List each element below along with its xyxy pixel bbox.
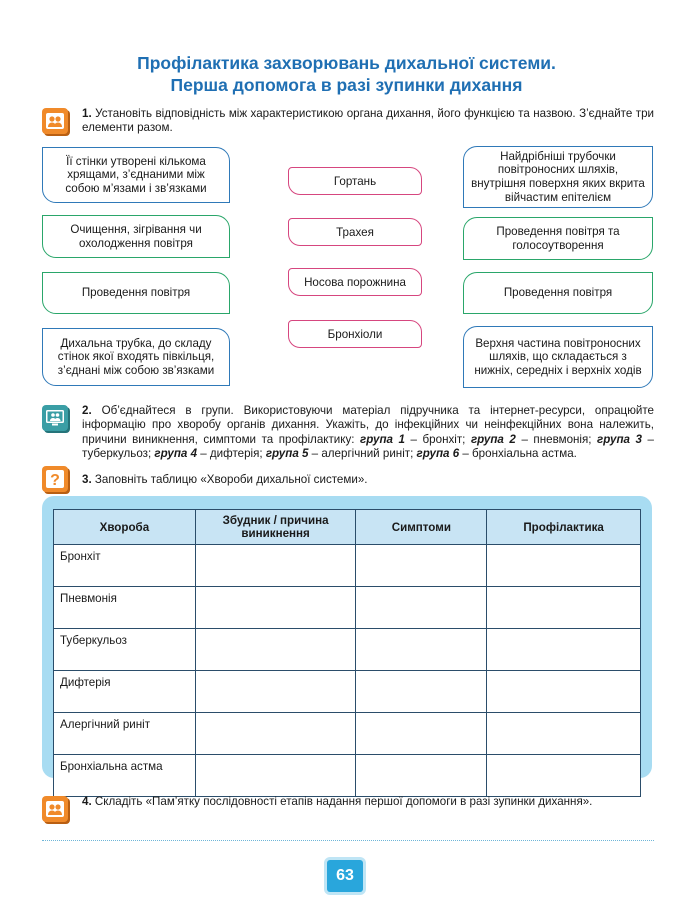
answer-cell[interactable] — [487, 629, 641, 671]
answer-cell[interactable] — [356, 545, 487, 587]
function-box-2[interactable] — [42, 272, 230, 314]
svg-text:?: ? — [50, 472, 60, 489]
task-1-text — [82, 107, 654, 136]
task-2-instruction: Об’єднайтеся в групи. Використовуючи матеріал підручника та інтернет-ресурси, опрацюйте інформацію про хворобу органів дихання. Укажіть, до інфекційних чи неінфекційних вона належить, причини виникнення, симптоми та профілактику: — [82, 404, 654, 446]
disease-name: Алергічний риніт — [54, 713, 196, 755]
group-work-icon — [42, 796, 68, 822]
table-header-disease: Хвороба — [54, 510, 196, 545]
group-1-topic: – бронхіт; — [404, 432, 471, 446]
characteristic-box-4[interactable] — [463, 326, 653, 388]
answer-cell[interactable] — [487, 755, 641, 797]
characteristic-box-2-label: Дихальна трубка, до складу стінок якої входять півкільця, з’єднані між собою зв’язками — [57, 336, 215, 377]
group-2-topic: – пневмонія; — [515, 432, 598, 446]
group-5-topic: – алергічний риніт; — [308, 447, 417, 461]
table-header-cause: Збудник / причина виникнення — [195, 510, 356, 545]
group-3-label: група 3 — [597, 432, 642, 446]
answer-cell[interactable] — [356, 629, 487, 671]
table-header-prevention: Профілактика — [487, 510, 641, 545]
answer-cell[interactable] — [356, 587, 487, 629]
group-work-icon — [42, 108, 68, 134]
answer-cell[interactable] — [487, 713, 641, 755]
organ-box-2-label: Трахея — [336, 225, 374, 239]
answer-cell[interactable] — [195, 629, 356, 671]
group-2-label: група 2 — [470, 432, 516, 446]
function-box-4-label: Проведення повітря — [503, 286, 613, 300]
table-header-row — [54, 510, 641, 545]
diseases-table — [53, 509, 641, 797]
table-row — [54, 629, 641, 671]
answer-cell[interactable] — [195, 713, 356, 755]
characteristic-box-3[interactable] — [463, 146, 653, 208]
organ-box-3-label: Носова порожнина — [304, 275, 406, 289]
table-row — [54, 671, 641, 713]
answer-cell[interactable] — [195, 545, 356, 587]
page-title-line-2: Перша допомога в разі зупинки дихання — [170, 75, 523, 95]
group-4-label: група 4 — [154, 447, 198, 461]
answer-cell[interactable] — [487, 545, 641, 587]
table-row — [54, 587, 641, 629]
answer-cell[interactable] — [356, 755, 487, 797]
task-2-text — [82, 404, 654, 462]
organ-box-1[interactable] — [288, 167, 422, 195]
answer-cell[interactable] — [195, 671, 356, 713]
disease-name: Дифтерія — [54, 671, 196, 713]
disease-name: Пневмонія — [54, 587, 196, 629]
organ-box-4-label: Бронхіоли — [327, 327, 383, 341]
organ-box-3[interactable] — [288, 268, 422, 296]
answer-cell[interactable] — [487, 671, 641, 713]
answer-cell[interactable] — [356, 671, 487, 713]
function-box-3-label: Проведення повітря та голосоутворення — [496, 224, 620, 252]
group-6-label: група 6 — [416, 447, 460, 461]
function-box-2-label: Проведення повітря — [81, 286, 191, 300]
table-row — [54, 755, 641, 797]
function-box-1[interactable] — [42, 215, 230, 258]
page-title-line-1: Профілактика захворювань дихальної системи. — [137, 53, 556, 73]
group-4-topic: – дифтерія; — [197, 447, 266, 461]
divider — [42, 840, 654, 841]
task-2-number: 2. — [82, 404, 92, 417]
table-row — [54, 713, 641, 755]
task-3-instruction: Заповніть таблицю «Хвороби дихальної системи». — [94, 473, 368, 486]
page-title — [0, 52, 693, 96]
group-5-label: група 5 — [265, 447, 309, 461]
page-number: 63 — [327, 860, 363, 892]
task-3-text — [82, 473, 654, 487]
task-4-number: 4. — [82, 795, 92, 808]
answer-cell[interactable] — [487, 587, 641, 629]
task-3-number: 3. — [82, 473, 92, 486]
characteristic-box-2[interactable] — [42, 328, 230, 386]
organ-box-2[interactable] — [288, 218, 422, 246]
characteristic-box-3-label: Найдрібніші трубочки повітроносних шляхів, внутрішня поверхня яких вкрита війчастим епітелієм — [471, 149, 645, 204]
disease-name: Бронхіт — [54, 545, 196, 587]
organ-box-4[interactable] — [288, 320, 422, 348]
web-research-icon — [42, 405, 68, 431]
task-1-instruction: Установіть відповідність між характеристикою органа дихання, його функцією та назвою. З’єднайте три елементи разом. — [82, 107, 654, 135]
task-4-text — [82, 795, 654, 809]
table-row — [54, 545, 641, 587]
characteristic-box-4-label: Верхня частина повітроносних шляхів, що складається з нижніх, середніх і верхніх ходів — [474, 336, 642, 377]
group-1-label: група 1 — [360, 432, 405, 446]
answer-cell[interactable] — [195, 755, 356, 797]
disease-name: Бронхіальна астма — [54, 755, 196, 797]
group-3-topic: – туберкульоз; — [82, 432, 654, 461]
answer-cell[interactable] — [195, 587, 356, 629]
function-box-4[interactable] — [463, 272, 653, 314]
question-icon — [42, 466, 68, 492]
answer-cell[interactable] — [356, 713, 487, 755]
task-4-instruction: Складіть «Пам’ятку послідовності етапів надання першої допомоги в разі зупинки дихання». — [94, 795, 593, 808]
characteristic-box-1[interactable] — [42, 147, 230, 203]
function-box-3[interactable] — [463, 217, 653, 260]
organ-box-1-label: Гортань — [333, 174, 377, 188]
task-1-number: 1. — [82, 107, 92, 120]
table-header-symptoms: Симптоми — [356, 510, 487, 545]
characteristic-box-1-label: Її стінки утворені кількома хрящами, з’єднаними між собою м’язами і зв’язками — [65, 154, 207, 195]
function-box-1-label: Очищення, зігрівання чи охолодження повітря — [70, 222, 202, 250]
group-6-topic: – бронхіальна астма. — [459, 447, 577, 461]
disease-name: Туберкульоз — [54, 629, 196, 671]
